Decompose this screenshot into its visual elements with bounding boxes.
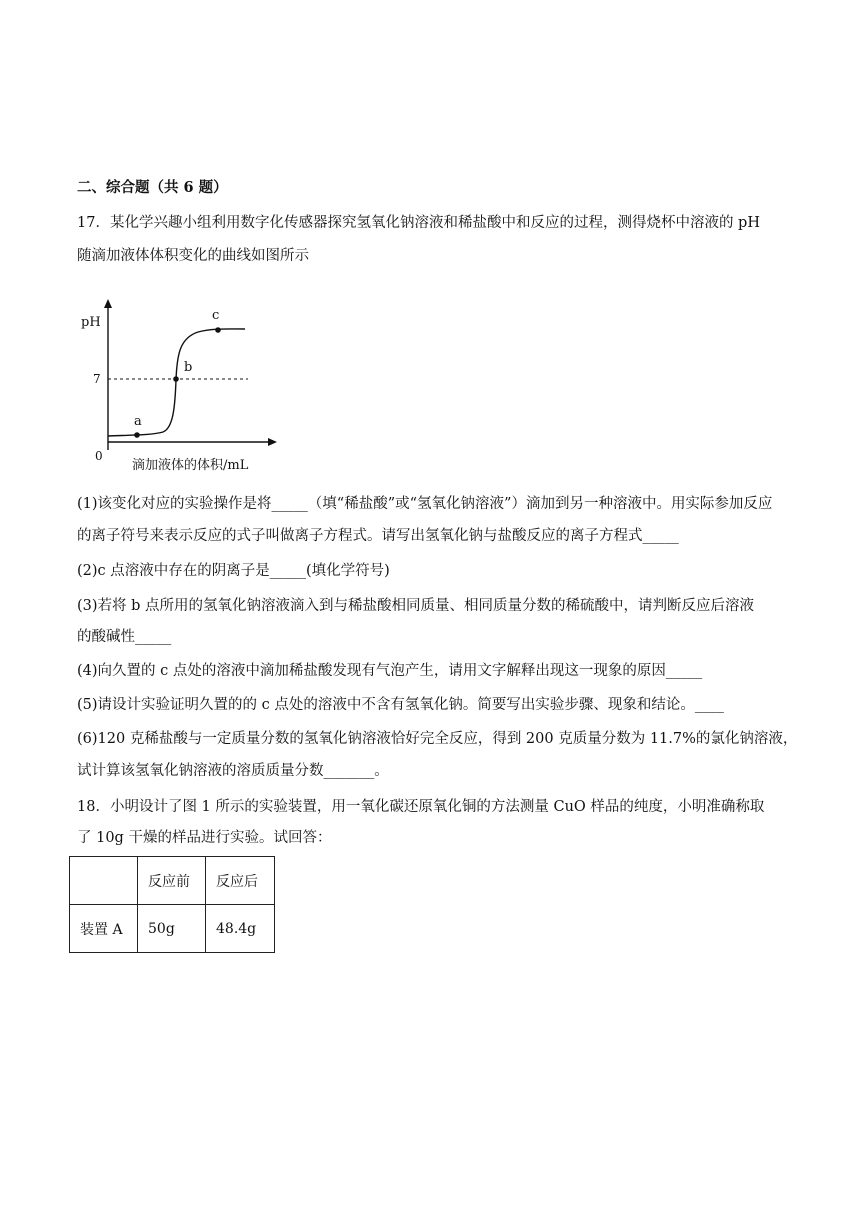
q17-part6-line1: (6)120 克稀盐酸与一定质量分数的氢氧化钠溶液恰好完全反应，得到 200 克质量分数为 11.7%的氯化钠溶液， — [77, 731, 798, 747]
y-axis-label: pH — [81, 315, 101, 330]
table-header-cell: 反应后 — [206, 857, 275, 905]
point-a — [134, 432, 140, 438]
origin-label: 0 — [95, 449, 103, 463]
y-tick-label-7: 7 — [93, 372, 101, 386]
q17-part5: (5)请设计实验证明久置的的 c 点处的溶液中不含有氢氧化钠。简要写出实验步骤、现象和结论。____ — [77, 697, 724, 713]
table-header-row — [70, 857, 275, 905]
point-c-label: c — [212, 308, 220, 323]
q17-part1-line1: (1)该变化对应的实验操作是将_____（填“稀盐酸”或“氢氧化钠溶液”）滴加到另一种溶液中。用实际参加反应 — [77, 496, 773, 512]
q17-part6-line2: 试计算该氢氧化钠溶液的溶质质量分数_______。 — [77, 763, 389, 779]
table-cell: 50g — [138, 905, 206, 953]
point-b — [173, 376, 179, 382]
point-c — [215, 327, 221, 333]
point-b-label: b — [184, 360, 193, 375]
y-axis-arrow — [104, 299, 112, 308]
table-header-cell: 反应前 — [138, 857, 206, 905]
point-a-label: a — [134, 414, 142, 429]
ph-curve — [108, 329, 245, 436]
x-axis-label: 滴加液体的体积/mL — [132, 458, 249, 473]
table-cell: 装置 A — [70, 905, 138, 953]
table-header-cell — [70, 857, 138, 905]
section-heading: 二、综合题（共 6 题） — [77, 179, 228, 196]
table-row — [70, 905, 275, 953]
q17-part4: (4)向久置的 c 点处的溶液中滴加稀盐酸发现有气泡产生，请用文字解释出现这一现象的原因_____ — [77, 663, 703, 679]
q18-intro-line2: 了 10g 干燥的样品进行实验。试回答： — [77, 830, 332, 846]
ph-titration-figure — [78, 292, 288, 477]
q17-part1-line2: 的离子符号来表示反应的式子叫做离子方程式。请写出氢氧化钠与盐酸反应的离子方程式_____ — [77, 528, 679, 544]
q17-part3-line1: (3)若将 b 点所用的氢氧化钠溶液滴入到与稀盐酸相同质量、相同质量分数的稀硫酸中，请判断反应后溶液 — [77, 598, 755, 614]
results-table — [69, 856, 275, 953]
x-axis-arrow — [268, 438, 277, 446]
q17-intro-line1: 17．某化学兴趣小组利用数字化传感器探究氢氧化钠溶液和稀盐酸中和反应的过程，测得烧杯中溶液的 pH — [77, 215, 760, 231]
q17-intro-line2: 随滴加液体体积变化的曲线如图所示 — [77, 248, 309, 264]
table-cell: 48.4g — [206, 905, 275, 953]
q17-part2: (2)c 点溶液中存在的阴离子是_____(填化学符号) — [77, 563, 390, 579]
q17-part3-line2: 的酸碱性_____ — [77, 629, 172, 645]
q18-intro-line1: 18．小明设计了图 1 所示的实验装置，用一氧化碳还原氧化铜的方法测量 CuO 样品的纯度，小明准确称取 — [77, 799, 765, 815]
